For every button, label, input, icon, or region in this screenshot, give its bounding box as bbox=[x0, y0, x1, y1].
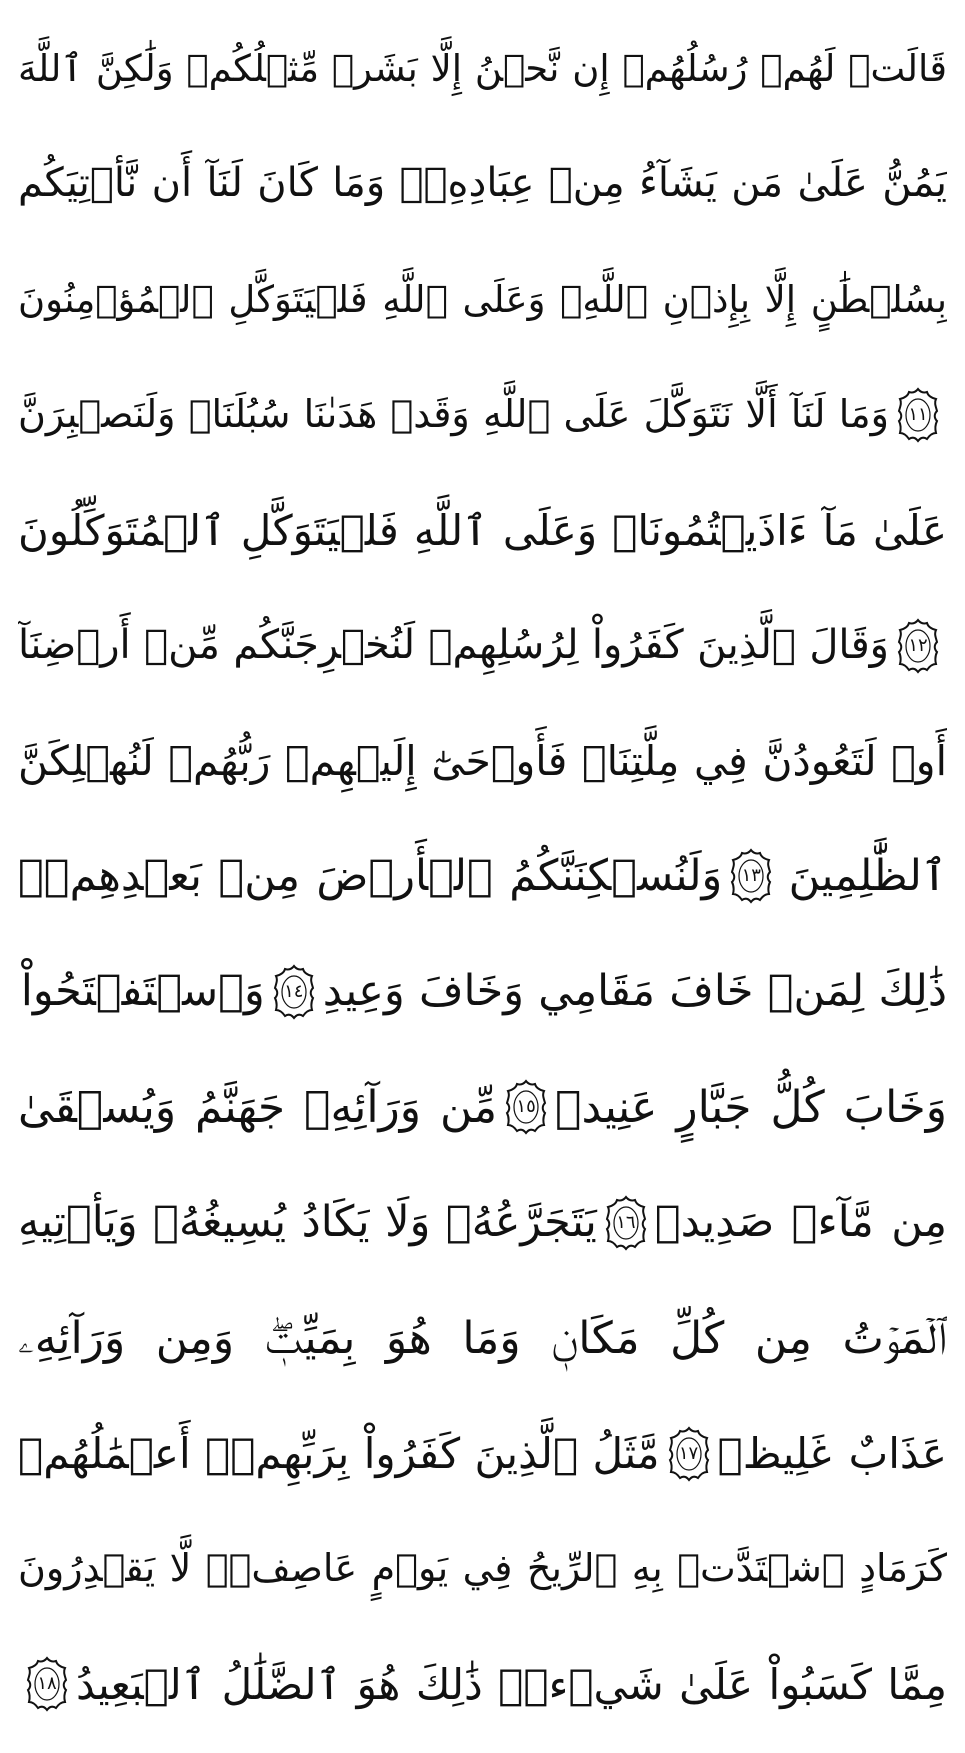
verse-line bbox=[18, 249, 947, 350]
verse-line bbox=[18, 826, 947, 927]
verse-text: أَوۡ لَتَعُودُنَّ فِي مِلَّتِنَاۖ فَأَوۡحَىٰٓ إِلَيۡهِمۡ رَبُّهُمۡ لَنُهۡلِكَنَّ bbox=[18, 736, 947, 785]
verse-line bbox=[18, 18, 947, 119]
verse-text: عَذَابٌ غَلِيظٞ bbox=[717, 1429, 947, 1479]
ayah-number: ١٦ bbox=[616, 1211, 636, 1233]
ayah-number: ١٤ bbox=[284, 980, 304, 1002]
verse-text: مَّثَلُ ٱلَّذِينَ كَفَرُواْ بِرَبِّهِمۡۖ أَعۡمَٰلُهُمۡ bbox=[18, 1429, 660, 1479]
ayah-number: ١٧ bbox=[678, 1442, 699, 1464]
verse-text: وَمَا لَنَآ أَلَّا نَتَوَكَّلَ عَلَى ٱللَّهِ وَقَدۡ هَدَىٰنَا سُبُلَنَاۚ وَلَنَصۡبِرَنَّ bbox=[18, 392, 889, 437]
mushaf-page bbox=[18, 18, 947, 1735]
ayah-number-marker bbox=[897, 618, 939, 674]
ayah-number-marker bbox=[668, 1426, 710, 1482]
verse-line bbox=[18, 1634, 947, 1735]
verse-text: مِمَّا كَسَبُواْ عَلَىٰ شَيۡءٖۚ ذَٰلِكَ هُوَ ٱلضَّلَٰلُ ٱلۡبَعِيدُ bbox=[76, 1659, 947, 1709]
ayah-number-marker bbox=[730, 848, 772, 904]
verse-text: مِن مَّآءٖ صَدِيدٖ bbox=[654, 1197, 947, 1248]
verse-text: وَخَابَ كُلُّ جَبَّارٍ عَنِيدٖ bbox=[555, 1081, 947, 1133]
verse-text: بِسُلۡطَٰنٍ إِلَّا بِإِذۡنِ ٱللَّهِۚ وَعَلَى ٱللَّهِ فَلۡيَتَوَكَّلِ ٱلۡمُؤۡمِنُونَ bbox=[18, 277, 947, 321]
ayah-number-marker bbox=[897, 387, 939, 443]
ayah-number-marker bbox=[505, 1079, 547, 1135]
verse-line bbox=[18, 1518, 947, 1619]
verse-text: قَالَتۡ لَهُمۡ رُسُلُهُمۡ إِن نَّحۡنُ إِلَّا بَشَرٞ مِّثۡلُكُمۡ وَلَٰكِنَّ ٱللَّهَ bbox=[18, 47, 947, 90]
verse-text: وَٱسۡتَفۡتَحُواْ bbox=[20, 966, 265, 1017]
verse-line bbox=[18, 133, 947, 234]
verse-text: وَقَالَ ٱلَّذِينَ كَفَرُواْ لِرُسُلِهِمۡ لَنُخۡرِجَنَّكُم مِّنۡ أَرۡضِنَآ bbox=[18, 622, 889, 669]
verse-line bbox=[18, 1403, 947, 1504]
verse-text: عَلَىٰ مَآ ءَاذَيۡتُمُونَاۚ وَعَلَى ٱللَّهِ فَلۡيَتَوَكَّلِ ٱلۡمُتَوَكِّلُونَ bbox=[18, 505, 947, 555]
ayah-number-marker bbox=[605, 1195, 647, 1251]
verse-line bbox=[18, 480, 947, 581]
verse-text: كَرَمَادٍ ٱشۡتَدَّتۡ بِهِ ٱلرِّيحُ فِي يَوۡمٍ عَاصِفٖۖ لَّا يَقۡدِرُونَ bbox=[18, 1546, 947, 1591]
verse-line bbox=[18, 1057, 947, 1158]
verse-text: مِّن وَرَآئِهِۦ جَهَنَّمُ وَيُسۡقَىٰ bbox=[18, 1081, 498, 1133]
verse-line bbox=[18, 595, 947, 696]
verse-line bbox=[18, 941, 947, 1042]
verse-line bbox=[18, 364, 947, 465]
verse-text: يَمُنُّ عَلَىٰ مَن يَشَآءُ مِنۡ عِبَادِهِۦۖ وَمَا كَانَ لَنَآ أَن نَّأۡتِيَكُم bbox=[18, 160, 947, 207]
ayah-number-marker bbox=[26, 1656, 68, 1712]
verse-line bbox=[18, 1172, 947, 1273]
ayah-number: ١٥ bbox=[516, 1096, 536, 1118]
verse-text: يَتَجَرَّعُهُۥ وَلَا يَكَادُ يُسِيغُهُۥ وَيَأۡتِيهِ bbox=[18, 1197, 597, 1248]
verse-text: ٱلۡمَوۡتُ مِن كُلِّ مَكَانٖ وَمَا هُوَ بِمَيِّتٖۖ وَمِن وَرَآئِهِۦ bbox=[18, 1312, 947, 1364]
ayah-number-marker bbox=[273, 964, 315, 1020]
ayah-number: ١٣ bbox=[741, 865, 761, 887]
verse-text: ٱلظَّٰلِمِينَ bbox=[788, 850, 947, 901]
ayah-number: ١٨ bbox=[37, 1673, 57, 1695]
verse-text: وَلَنُسۡكِنَنَّكُمُ ٱلۡأَرۡضَ مِنۢ بَعۡدِهِمۡۚ bbox=[18, 850, 723, 901]
verse-line bbox=[18, 711, 947, 812]
verse-line bbox=[18, 1288, 947, 1389]
verse-text: ذَٰلِكَ لِمَنۡ خَافَ مَقَامِي وَخَافَ وَعِيدِ bbox=[322, 966, 947, 1017]
ayah-number: ١٢ bbox=[908, 634, 928, 656]
ayah-number: ١١ bbox=[908, 403, 928, 425]
